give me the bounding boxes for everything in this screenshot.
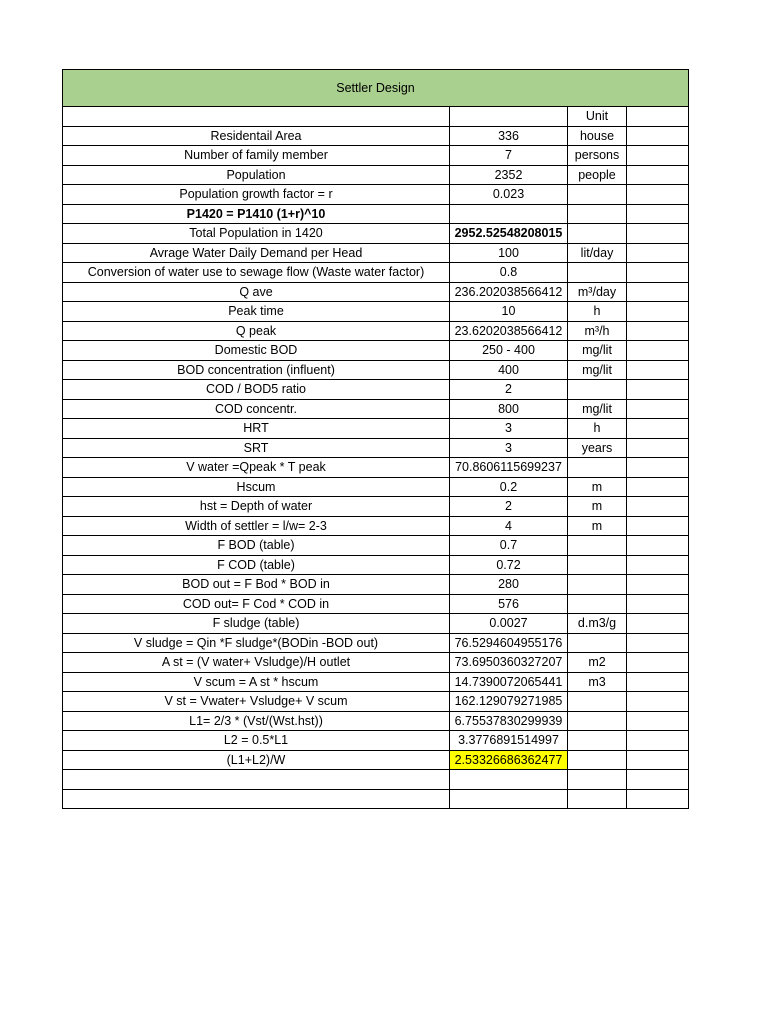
unit-cell[interactable] xyxy=(568,692,627,712)
extra-cell[interactable] xyxy=(627,165,689,185)
table-row xyxy=(63,789,689,809)
extra-cell[interactable] xyxy=(627,594,689,614)
label-cell[interactable]: hst = Depth of water xyxy=(63,497,450,517)
label-cell[interactable]: Conversion of water use to sewage flow (Waste water factor) xyxy=(63,263,450,283)
extra-cell[interactable] xyxy=(627,458,689,478)
extra-cell[interactable] xyxy=(627,516,689,536)
label-cell[interactable]: HRT xyxy=(63,419,450,439)
extra-cell[interactable] xyxy=(627,321,689,341)
table-row xyxy=(63,263,689,283)
label-cell[interactable]: A st = (V water+ Vsludge)/H outlet xyxy=(63,653,450,673)
extra-cell[interactable] xyxy=(627,224,689,244)
label-cell[interactable]: SRT xyxy=(63,438,450,458)
extra-cell[interactable] xyxy=(627,204,689,224)
unit-cell[interactable]: m xyxy=(568,497,627,517)
settler-design-table xyxy=(62,69,689,809)
extra-cell[interactable] xyxy=(627,575,689,595)
value-cell[interactable]: 236.202038566412 xyxy=(450,282,568,302)
label-cell[interactable]: Total Population in 1420 xyxy=(63,224,450,244)
extra-cell[interactable] xyxy=(627,282,689,302)
table-row xyxy=(63,536,689,556)
table-row xyxy=(63,438,689,458)
unit-cell[interactable] xyxy=(568,204,627,224)
extra-cell[interactable] xyxy=(627,477,689,497)
value-cell[interactable]: 2952.52548208015 xyxy=(450,224,568,244)
value-cell[interactable]: 6.75537830299939 xyxy=(450,711,568,731)
extra-cell[interactable] xyxy=(627,146,689,166)
label-cell[interactable]: Q peak xyxy=(63,321,450,341)
value-cell[interactable]: 2352 xyxy=(450,165,568,185)
value-cell[interactable]: 2 xyxy=(450,380,568,400)
table-row xyxy=(63,575,689,595)
extra-cell[interactable] xyxy=(627,614,689,634)
extra-cell[interactable] xyxy=(627,555,689,575)
value-cell[interactable]: 76.5294604955176 xyxy=(450,633,568,653)
label-cell[interactable]: F BOD (table) xyxy=(63,536,450,556)
table-row xyxy=(63,126,689,146)
extra-cell[interactable] xyxy=(627,243,689,263)
table-row xyxy=(63,360,689,380)
value-cell[interactable]: 576 xyxy=(450,594,568,614)
label-cell[interactable] xyxy=(63,770,450,790)
label-cell[interactable] xyxy=(63,789,450,809)
unit-cell[interactable] xyxy=(568,731,627,751)
table-row xyxy=(63,614,689,634)
table-row xyxy=(63,633,689,653)
extra-cell[interactable] xyxy=(627,380,689,400)
unit-cell[interactable]: m3 xyxy=(568,672,627,692)
table-row xyxy=(63,302,689,322)
unit-cell[interactable] xyxy=(568,633,627,653)
label-cell[interactable]: Population growth factor = r xyxy=(63,185,450,205)
table-row xyxy=(63,750,689,770)
value-cell[interactable]: 162.129079271985 xyxy=(450,692,568,712)
unit-cell[interactable]: h xyxy=(568,302,627,322)
table-row xyxy=(63,477,689,497)
unit-cell[interactable]: m xyxy=(568,516,627,536)
label-cell[interactable]: V st = Vwater+ Vsludge+ V scum xyxy=(63,692,450,712)
unit-cell[interactable]: people xyxy=(568,165,627,185)
extra-cell[interactable] xyxy=(627,419,689,439)
label-cell[interactable]: Number of family member xyxy=(63,146,450,166)
value-cell[interactable]: 100 xyxy=(450,243,568,263)
extra-cell[interactable] xyxy=(627,770,689,790)
value-cell[interactable]: 73.6950360327207 xyxy=(450,653,568,673)
label-cell[interactable]: V water =Qpeak * T peak xyxy=(63,458,450,478)
label-cell[interactable]: COD out= F Cod * COD in xyxy=(63,594,450,614)
label-cell[interactable]: COD / BOD5 ratio xyxy=(63,380,450,400)
value-cell[interactable]: 0.023 xyxy=(450,185,568,205)
unit-cell[interactable] xyxy=(568,555,627,575)
unit-cell[interactable] xyxy=(568,750,627,770)
label-cell[interactable]: Hscum xyxy=(63,477,450,497)
extra-cell[interactable] xyxy=(627,672,689,692)
table-row xyxy=(63,731,689,751)
value-cell[interactable]: 23.6202038566412 xyxy=(450,321,568,341)
extra-cell[interactable] xyxy=(627,750,689,770)
table-row xyxy=(63,341,689,361)
value-cell[interactable]: 400 xyxy=(450,360,568,380)
table-row xyxy=(63,165,689,185)
label-cell[interactable]: Q ave xyxy=(63,282,450,302)
unit-cell[interactable] xyxy=(568,789,627,809)
value-cell[interactable]: 70.8606115699237 xyxy=(450,458,568,478)
unit-cell[interactable] xyxy=(568,185,627,205)
unit-cell[interactable]: m³/h xyxy=(568,321,627,341)
label-cell[interactable]: Population xyxy=(63,165,450,185)
value-cell[interactable]: 0.72 xyxy=(450,555,568,575)
extra-cell[interactable] xyxy=(627,692,689,712)
value-cell[interactable]: 250 - 400 xyxy=(450,341,568,361)
unit-cell[interactable]: years xyxy=(568,438,627,458)
unit-cell[interactable] xyxy=(568,224,627,244)
unit-cell[interactable]: lit/day xyxy=(568,243,627,263)
extra-cell[interactable] xyxy=(627,263,689,283)
unit-cell[interactable]: m xyxy=(568,477,627,497)
unit-cell[interactable] xyxy=(568,711,627,731)
label-cell[interactable]: (L1+L2)/W xyxy=(63,750,450,770)
value-cell[interactable]: 0.7 xyxy=(450,536,568,556)
label-cell[interactable]: Peak time xyxy=(63,302,450,322)
label-cell[interactable]: Domestic BOD xyxy=(63,341,450,361)
value-cell[interactable]: 0.0027 xyxy=(450,614,568,634)
extra-cell[interactable] xyxy=(627,633,689,653)
unit-cell[interactable]: h xyxy=(568,419,627,439)
value-cell[interactable]: 14.7390072065441 xyxy=(450,672,568,692)
label-cell[interactable]: F COD (table) xyxy=(63,555,450,575)
extra-cell[interactable] xyxy=(627,653,689,673)
unit-cell[interactable]: house xyxy=(568,126,627,146)
value-cell[interactable]: 280 xyxy=(450,575,568,595)
extra-cell[interactable] xyxy=(627,731,689,751)
value-cell[interactable]: 10 xyxy=(450,302,568,322)
table-row xyxy=(63,653,689,673)
unit-cell[interactable]: mg/lit xyxy=(568,360,627,380)
unit-cell[interactable] xyxy=(568,770,627,790)
extra-cell[interactable] xyxy=(627,360,689,380)
value-cell[interactable]: 3 xyxy=(450,419,568,439)
header-label-cell[interactable] xyxy=(63,107,450,127)
unit-cell[interactable]: mg/lit xyxy=(568,341,627,361)
unit-cell[interactable] xyxy=(568,594,627,614)
table-row xyxy=(63,380,689,400)
table-row xyxy=(63,692,689,712)
table-row xyxy=(63,282,689,302)
table-row xyxy=(63,497,689,517)
unit-cell[interactable]: m2 xyxy=(568,653,627,673)
extra-cell[interactable] xyxy=(627,438,689,458)
table-row xyxy=(63,672,689,692)
unit-cell[interactable] xyxy=(568,263,627,283)
table-row xyxy=(63,321,689,341)
table-row xyxy=(63,243,689,263)
unit-cell[interactable]: m³/day xyxy=(568,282,627,302)
unit-cell[interactable] xyxy=(568,380,627,400)
table-row xyxy=(63,516,689,536)
title-row xyxy=(63,70,689,107)
table-row xyxy=(63,555,689,575)
value-cell[interactable]: 800 xyxy=(450,399,568,419)
table-row xyxy=(63,594,689,614)
header-row xyxy=(63,107,689,127)
sheet-title[interactable]: Settler Design xyxy=(63,70,689,107)
label-cell[interactable]: V scum = A st * hscum xyxy=(63,672,450,692)
value-cell[interactable] xyxy=(450,789,568,809)
table-row xyxy=(63,458,689,478)
label-cell[interactable]: L2 = 0.5*L1 xyxy=(63,731,450,751)
extra-cell[interactable] xyxy=(627,399,689,419)
value-cell[interactable]: 0.8 xyxy=(450,263,568,283)
extra-cell[interactable] xyxy=(627,497,689,517)
table-row xyxy=(63,419,689,439)
table-row xyxy=(63,399,689,419)
value-cell[interactable] xyxy=(450,204,568,224)
label-cell[interactable]: V sludge = Qin *F sludge*(BODin -BOD out) xyxy=(63,633,450,653)
header-extra-cell[interactable] xyxy=(627,107,689,127)
unit-header[interactable]: Unit xyxy=(568,107,627,127)
unit-cell[interactable]: d.m3/g xyxy=(568,614,627,634)
label-cell[interactable]: P1420 = P1410 (1+r)^10 xyxy=(63,204,450,224)
table-row xyxy=(63,711,689,731)
value-cell[interactable]: 2 xyxy=(450,497,568,517)
value-cell[interactable]: 4 xyxy=(450,516,568,536)
extra-cell[interactable] xyxy=(627,789,689,809)
header-value-cell[interactable] xyxy=(450,107,568,127)
value-cell[interactable] xyxy=(450,770,568,790)
label-cell[interactable]: BOD out = F Bod * BOD in xyxy=(63,575,450,595)
extra-cell[interactable] xyxy=(627,302,689,322)
label-cell[interactable]: COD concentr. xyxy=(63,399,450,419)
value-cell[interactable]: 7 xyxy=(450,146,568,166)
label-cell[interactable]: Residentail Area xyxy=(63,126,450,146)
unit-cell[interactable]: mg/lit xyxy=(568,399,627,419)
unit-cell[interactable] xyxy=(568,458,627,478)
extra-cell[interactable] xyxy=(627,536,689,556)
extra-cell[interactable] xyxy=(627,341,689,361)
label-cell[interactable]: Width of settler = l/w= 2-3 xyxy=(63,516,450,536)
table-row xyxy=(63,224,689,244)
unit-cell[interactable] xyxy=(568,575,627,595)
value-cell[interactable]: 336 xyxy=(450,126,568,146)
table-row xyxy=(63,770,689,790)
label-cell[interactable]: BOD concentration (influent) xyxy=(63,360,450,380)
value-cell[interactable]: 3.3776891514997 xyxy=(450,731,568,751)
table-row xyxy=(63,185,689,205)
extra-cell[interactable] xyxy=(627,126,689,146)
value-cell[interactable]: 3 xyxy=(450,438,568,458)
label-cell[interactable]: Avrage Water Daily Demand per Head xyxy=(63,243,450,263)
label-cell[interactable]: L1= 2/3 * (Vst/(Wst.hst)) xyxy=(63,711,450,731)
label-cell[interactable]: F sludge (table) xyxy=(63,614,450,634)
table-row xyxy=(63,146,689,166)
unit-cell[interactable]: persons xyxy=(568,146,627,166)
extra-cell[interactable] xyxy=(627,185,689,205)
value-cell[interactable]: 2.53326686362477 xyxy=(450,750,568,770)
value-cell[interactable]: 0.2 xyxy=(450,477,568,497)
unit-cell[interactable] xyxy=(568,536,627,556)
table-row xyxy=(63,204,689,224)
extra-cell[interactable] xyxy=(627,711,689,731)
